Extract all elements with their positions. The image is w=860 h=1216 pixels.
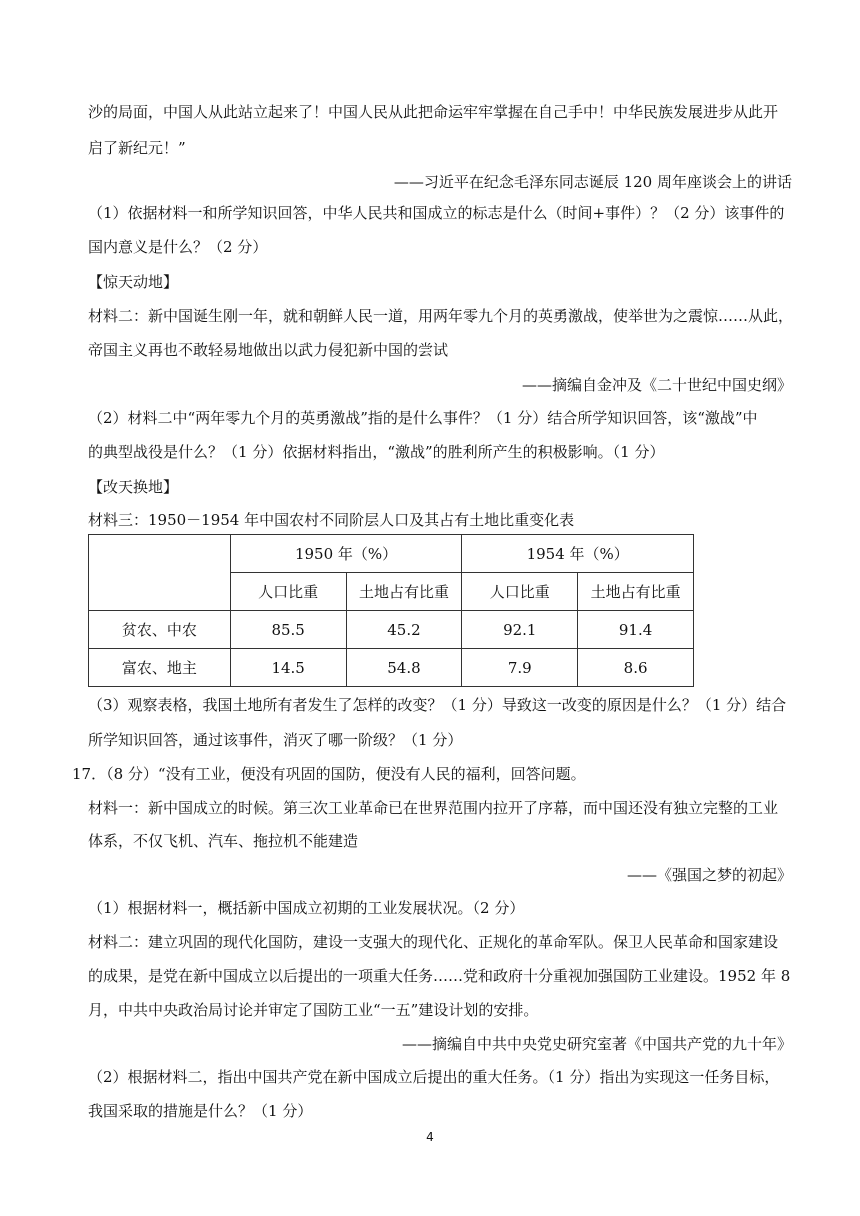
question-17-title: 17．（8 分）“没有工业，便没有巩固的国防，便没有人民的福利，回答问题。: [72, 765, 586, 783]
question-text: （2）材料二中“两年零九个月的英勇激战”指的是什么事件？（1 分）结合所学知识回答，该“激战”中: [88, 409, 758, 427]
citation: ——摘编自中共中央党史研究室著《中国共产党的九十年》: [401, 1035, 792, 1053]
row-label: 富农、地主: [89, 649, 231, 687]
section-heading: 【改天换地】: [88, 478, 179, 496]
table-cell: 8.6: [578, 649, 694, 687]
section-heading: 【惊天动地】: [88, 273, 179, 291]
table-row: [89, 611, 694, 649]
text-line: 启了新纪元！”: [88, 139, 186, 157]
table-corner-cell: [89, 535, 231, 611]
table-cell: 85.5: [230, 611, 346, 649]
question-text: （2）根据材料二，指出中国共产党在新中国成立后提出的重大任务。（1 分）指出为实现这一任务目标，: [88, 1068, 780, 1086]
citation: ——《强国之梦的初起》: [626, 866, 792, 884]
material-text: 帝国主义再也不敢轻易地做出以武力侵犯新中国的尝试: [88, 341, 449, 359]
table-header-row: [89, 535, 694, 573]
material-text: 体系，不仅飞机、汽车、拖拉机不能建造: [88, 832, 359, 850]
table-row: [89, 649, 694, 687]
table-caption: 材料三：1950－1954 年中国农村不同阶层人口及其占有土地比重变化表: [88, 511, 575, 529]
table-header-1950: 1950 年（%）: [230, 535, 462, 573]
citation: ——摘编自金冲及《二十世纪中国史纲》: [521, 376, 792, 394]
table-header-1954: 1954 年（%）: [462, 535, 694, 573]
row-label: 贫农、中农: [89, 611, 231, 649]
table-subheader: 人口比重: [462, 573, 578, 611]
question-text: （1）依据材料一和所学知识回答，中华人民共和国成立的标志是什么（时间+事件）？（2 分）该事件的: [88, 204, 785, 222]
question-text: 的典型战役是什么？（1 分）依据材料指出，“激战”的胜利所产生的积极影响。（1 分）: [88, 443, 665, 461]
citation: ——习近平在纪念毛泽东同志诞辰 120 周年座谈会上的讲话: [393, 173, 792, 191]
material-text: 材料一：新中国成立的时候。第三次工业革命已在世界范围内拉开了序幕，而中国还没有独立完整的工业: [88, 799, 779, 817]
table-cell: 7.9: [462, 649, 578, 687]
page-number: 4: [426, 1130, 434, 1144]
question-text: （3）观察表格，我国土地所有者发生了怎样的改变？（1 分）导致这一改变的原因是什么？（1 分）结合: [88, 696, 787, 714]
material-text: 材料二：建立巩固的现代化国防，建设一支强大的现代化、正规化的革命军队。保卫人民革命和国家建设: [88, 933, 779, 951]
table-cell: 92.1: [462, 611, 578, 649]
question-text: （1）根据材料一，概括新中国成立初期的工业发展状况。（2 分）: [88, 899, 525, 917]
table-subheader: 人口比重: [230, 573, 346, 611]
question-text: 所学知识回答，通过该事件，消灭了哪一阶级？（1 分）: [88, 731, 463, 749]
material-text: 的成果，是党在新中国成立以后提出的一项重大任务……党和政府十分重视加强国防工业建设。1952 年 8: [88, 967, 791, 985]
table-subheader: 土地占有比重: [578, 573, 694, 611]
table-subheader: 土地占有比重: [346, 573, 462, 611]
table-cell: 54.8: [346, 649, 462, 687]
table-cell: 91.4: [578, 611, 694, 649]
land-ratio-table: [88, 534, 694, 687]
question-text: 我国采取的措施是什么？（1 分）: [88, 1102, 313, 1120]
text-line: 沙的局面，中国人从此站立起来了！中国人民从此把命运牢牢掌握在自己手中！中华民族发展进步从此开: [88, 103, 779, 121]
material-text: 材料二：新中国诞生刚一年，就和朝鲜人民一道，用两年零九个月的英勇激战，使举世为之震惊……从此，: [88, 307, 794, 325]
table-cell: 45.2: [346, 611, 462, 649]
material-text: 月，中共中央政治局讨论并审定了国防工业“一五”建设计划的安排。: [88, 1001, 539, 1019]
question-text: 国内意义是什么？（2 分）: [88, 238, 268, 256]
table-cell: 14.5: [230, 649, 346, 687]
